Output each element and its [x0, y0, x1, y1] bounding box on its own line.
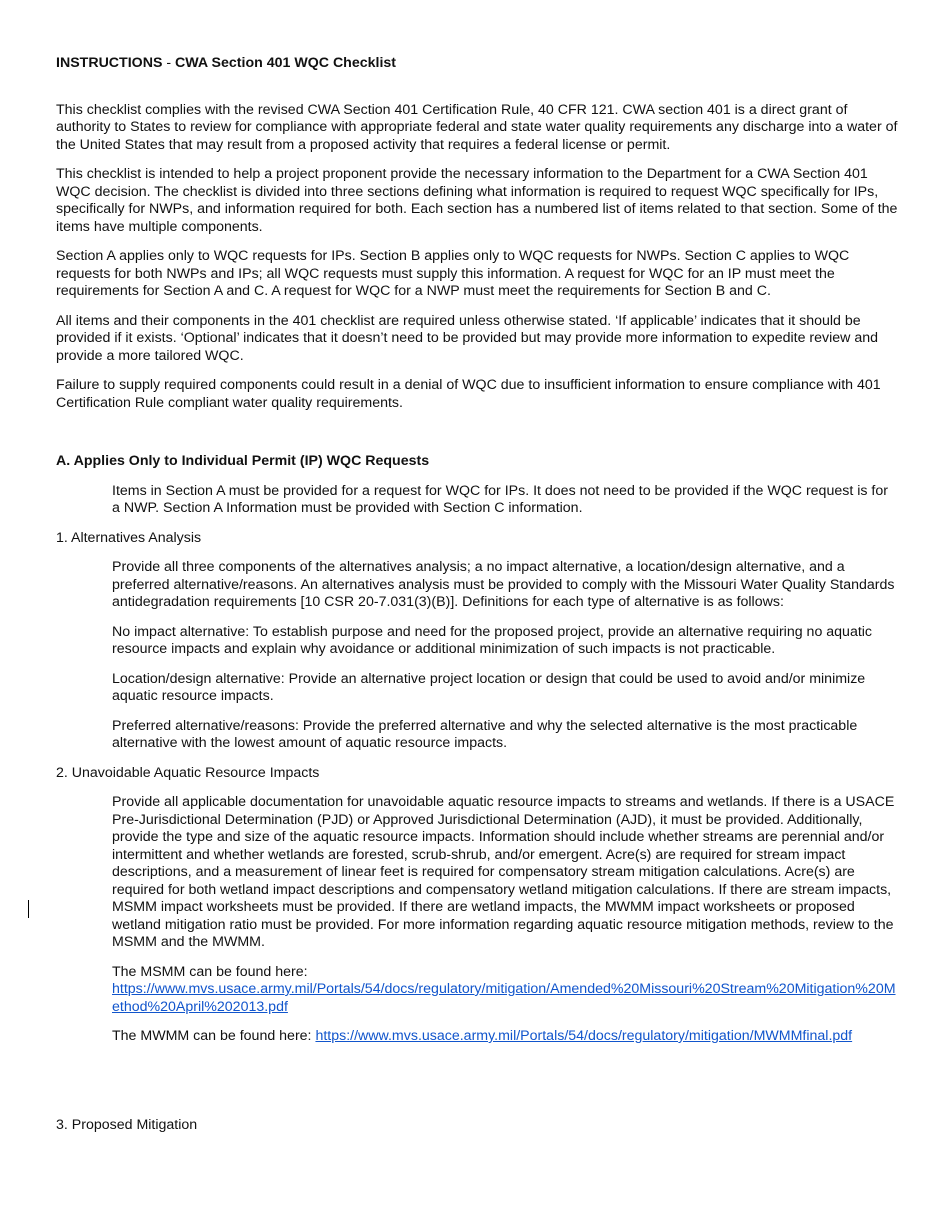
item-1-paragraph-4: Preferred alternative/reasons: Provide the preferred alternative and why the selected alternative is the most practicable alternative with the lowest amount of aquatic resource impacts.	[112, 717, 858, 751]
title-separator: -	[162, 55, 176, 71]
intro-paragraph-5: Failure to supply required components could result in a denial of WQC due to insufficient information to ensure compliance with 401 Certification Rule compliant water quality requirements.	[56, 377, 881, 411]
item-1-heading: 1. Alternatives Analysis	[56, 529, 202, 546]
intro-paragraph-4: All items and their components in the 401 checklist are required unless otherwise stated. ‘If applicable’ indicates that it should be provided if it exists. ‘Optional’ indicates that it doesn’t need to be provided but may provide more information to expedite review and provide a more tailored WQC.	[56, 312, 879, 364]
title-part2: CWA Section 401 WQC Checklist	[175, 55, 397, 71]
msmm-block	[112, 964, 898, 1017]
blank-space	[56, 1058, 898, 1117]
msmm-link[interactable]: https://www.mvs.usace.army.mil/Portals/54/docs/regulatory/mitigation/Amended%20Missouri%20Stream%20Mitigation%20Method%20April%202013.pdf	[112, 981, 896, 1015]
title-part1: INSTRUCTIONS	[56, 55, 163, 71]
item-1-paragraph-3: Location/design alternative: Provide an alternative project location or design that could be used to avoid and/or minimize aquatic resource impacts.	[112, 670, 866, 704]
item-1-paragraph-1: Provide all three components of the alternatives analysis; a no impact alternative, a location/design alternative, and a preferred alternative/reasons. An alternatives analysis must be provided to comply with the Missouri Water Quality Standards antidegradation requirements [10 CSR 20-7.031(3)(B)]. Definitions for each type of alternative is as follows:	[112, 559, 895, 610]
text-cursor	[28, 900, 29, 918]
item-2-body: Provide all applicable documentation for unavoidable aquatic resource impacts to streams and wetlands. If there is a USACE Pre-Jurisdictional Determination (PJD) or Approved Jurisdictional Determination (AJD), it must be provided. Additionally, provide the type and size of the aquatic resource impacts. Information should include whether streams are perennial and/or intermittent and whether wetlands are forested, scrub-shrub, and/or emergent. Acre(s) are required for stream impact descriptions, and a measurement of linear feet is required for compensatory stream mitigation calculations. Acre(s) are required for both wetland impact descriptions and compensatory wetland mitigation calculations. If there are stream impacts, MSMM impact worksheets must be provided. If there are wetland impacts, the MWMM impact worksheets or proposed wetland mitigation ratio must be provided. For more information regarding aquatic resource mitigation methods, review to the MSMM and the MWMM.	[112, 794, 895, 950]
mwmm-link[interactable]: https://www.mvs.usace.army.mil/Portals/54/docs/regulatory/mitigation/MWMMfinal.pdf	[315, 1028, 853, 1044]
item-3-heading: 3. Proposed Mitigation	[56, 1116, 198, 1133]
intro-paragraph-1: This checklist complies with the revised CWA Section 401 Certification Rule, 40 CFR 121. CWA section 401 is a direct grant of authority to States to review for compliance with appropriate federal and state water quality requirements any discharge into a water of the United States that may result from a proposed activity that requires a federal license or permit.	[56, 101, 898, 153]
msmm-label: The MSMM can be found here:	[112, 963, 308, 980]
item-2-heading: 2. Unavoidable Aquatic Resource Impacts	[56, 764, 320, 781]
intro-paragraph-3: Section A applies only to WQC requests for IPs. Section B applies only to WQC requests for NWPs. Section C applies to WQC requests for both NWPs and IPs; all WQC requests must supply this information. A request for WQC for an IP must meet the requirements for Section A and C. A request for WQC for a NWP must meet the requirements for Section B and C.	[56, 248, 850, 299]
section-a-intro: Items in Section A must be provided for a request for WQC for IPs. It does not need to be provided if the WQC request is for a NWP. Section A Information must be provided with Section C information.	[112, 482, 888, 516]
mwmm-block	[112, 1028, 898, 1046]
document-page	[56, 55, 898, 1146]
section-a-heading: A. Applies Only to Individual Permit (IP) WQC Requests	[56, 453, 430, 469]
mwmm-label: The MWMM can be found here:	[112, 1028, 316, 1044]
page-title	[56, 55, 898, 73]
item-1-paragraph-2: No impact alternative: To establish purpose and need for the proposed project, provide an alternative requiring no aquatic resource impacts and explain why avoidance or additional minimization of such impacts is not practicable.	[112, 623, 873, 657]
intro-paragraph-2: This checklist is intended to help a project proponent provide the necessary information to the Department for a CWA Section 401 WQC decision. The checklist is divided into three sections defining what information is required to request WQC specifically for IPs, specifically for NWPs, and information required for both. Each section has a numbered list of items related to that section. Some of the items have multiple components.	[56, 166, 898, 235]
